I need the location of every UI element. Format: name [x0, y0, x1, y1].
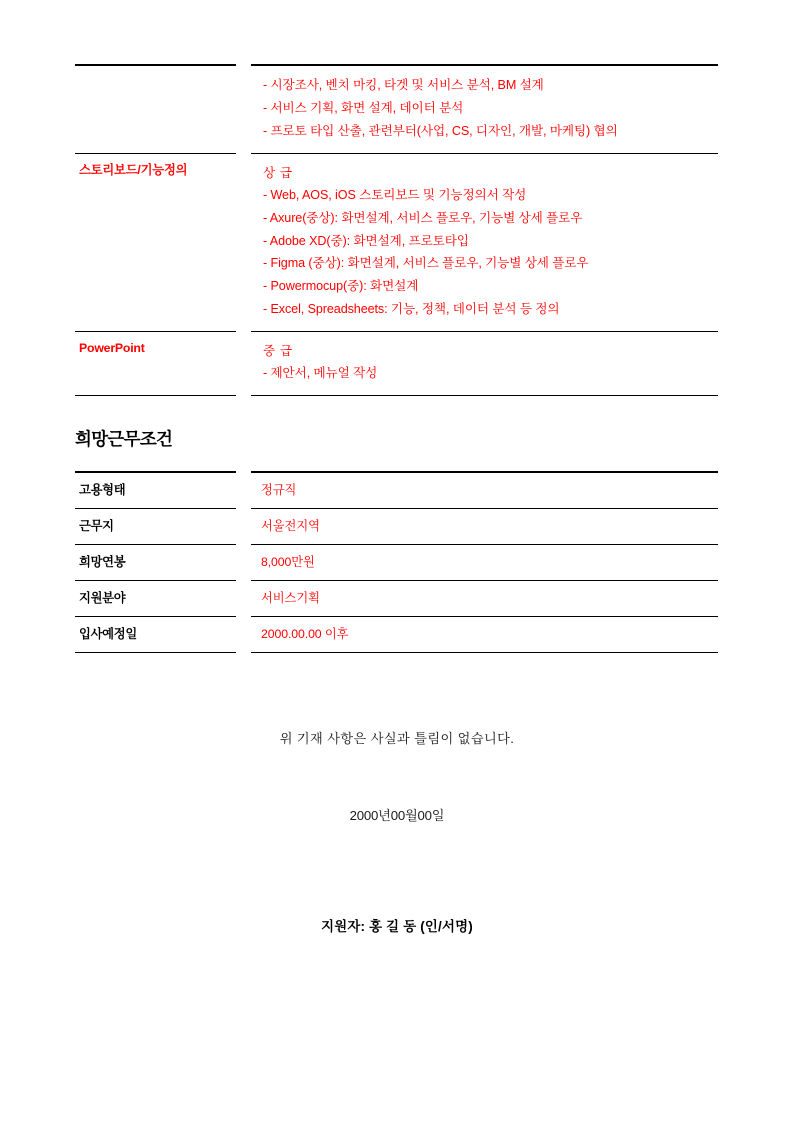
skill-name: PowerPoint: [79, 341, 145, 356]
skill-detail-line: - 프로토 타입 산출, 관련부터(사업, CS, 디자인, 개발, 마케팅) 협의: [263, 123, 618, 138]
condition-value: 정규직: [261, 483, 297, 497]
skill-detail-line: - 서비스 기획, 화면 설계, 데이터 분석: [263, 100, 464, 115]
conditions-table-body: [75, 472, 718, 652]
condition-value-cell: [251, 472, 718, 508]
condition-label: 입사예정일: [79, 626, 137, 641]
conditions-table: [75, 471, 718, 653]
condition-value: 2000.00.00 이후: [261, 626, 349, 641]
skill-detail-line: - Excel, Spreadsheets: 기능, 정책, 데이터 분석 등 정의: [263, 302, 560, 317]
closing-date: 2000년00월00일: [349, 808, 445, 823]
table-row: [75, 580, 718, 616]
skill-detail-cell: [251, 65, 718, 153]
closing-statement: 위 기재 사항은 사실과 틀림이 없습니다.: [279, 731, 515, 746]
skill-detail-line: - 시장조사, 벤치 마킹, 타겟 및 서비스 분석, BM 설계: [263, 78, 544, 92]
column-gap: [236, 544, 251, 580]
skill-detail-line: - Axure(중상): 화면설계, 서비스 플로우, 기능별 상세 플로우: [263, 210, 583, 225]
condition-label: 고용형태: [79, 483, 126, 497]
condition-label-cell: [75, 544, 236, 580]
condition-label: 지원분야: [79, 590, 126, 605]
column-gap: [236, 616, 251, 652]
skill-label-cell: [75, 65, 236, 153]
condition-label-cell: [75, 580, 236, 616]
page-title: 희망근무조건: [75, 429, 173, 449]
skills-table-body: [75, 65, 718, 396]
table-row: [75, 472, 718, 508]
skill-detail-line: - Powermocup(중): 화면설계: [263, 279, 419, 294]
column-gap: [236, 332, 251, 396]
condition-value-cell: [251, 616, 718, 652]
skill-detail-line: - 제안서, 메뉴얼 작성: [263, 366, 378, 381]
skill-detail-line: - Adobe XD(중): 화면설계, 프로토타입: [263, 233, 469, 248]
skill-level: 중 급: [263, 344, 293, 359]
skill-name: 스토리보드/기능정의: [79, 162, 188, 177]
condition-value: 서비스기획: [261, 590, 320, 605]
column-gap: [236, 580, 251, 616]
skill-detail-line: - Figma (중상): 화면설계, 서비스 플로우, 기능별 상세 플로우: [263, 256, 589, 271]
table-row: [75, 65, 718, 153]
table-row: [75, 544, 718, 580]
table-row: [75, 616, 718, 652]
signature-line: 지원자: 홍 길 동 (인/서명): [321, 919, 473, 934]
condition-label-cell: [75, 616, 236, 652]
condition-label: 희망연봉: [79, 554, 126, 569]
table-row: [75, 332, 718, 396]
column-gap: [236, 153, 251, 331]
skill-label-cell: [75, 153, 236, 331]
column-gap: [236, 65, 251, 153]
skill-detail-line: - Web, AOS, iOS 스토리보드 및 기능정의서 작성: [263, 187, 527, 202]
condition-value: 서울전지역: [261, 518, 320, 533]
table-row: [75, 153, 718, 331]
condition-value-cell: [251, 580, 718, 616]
condition-label: 근무지: [79, 518, 114, 533]
condition-value-cell: [251, 544, 718, 580]
table-row: [75, 508, 718, 544]
skill-detail-cell: [251, 153, 718, 331]
condition-value-cell: [251, 508, 718, 544]
skill-detail-cell: [251, 332, 718, 396]
condition-label-cell: [75, 508, 236, 544]
condition-value: 8,000만원: [261, 554, 315, 569]
skill-label-cell: [75, 332, 236, 396]
skill-level: 상 급: [263, 165, 293, 180]
column-gap: [236, 472, 251, 508]
condition-label-cell: [75, 472, 236, 508]
skills-table: [75, 64, 718, 396]
column-gap: [236, 508, 251, 544]
